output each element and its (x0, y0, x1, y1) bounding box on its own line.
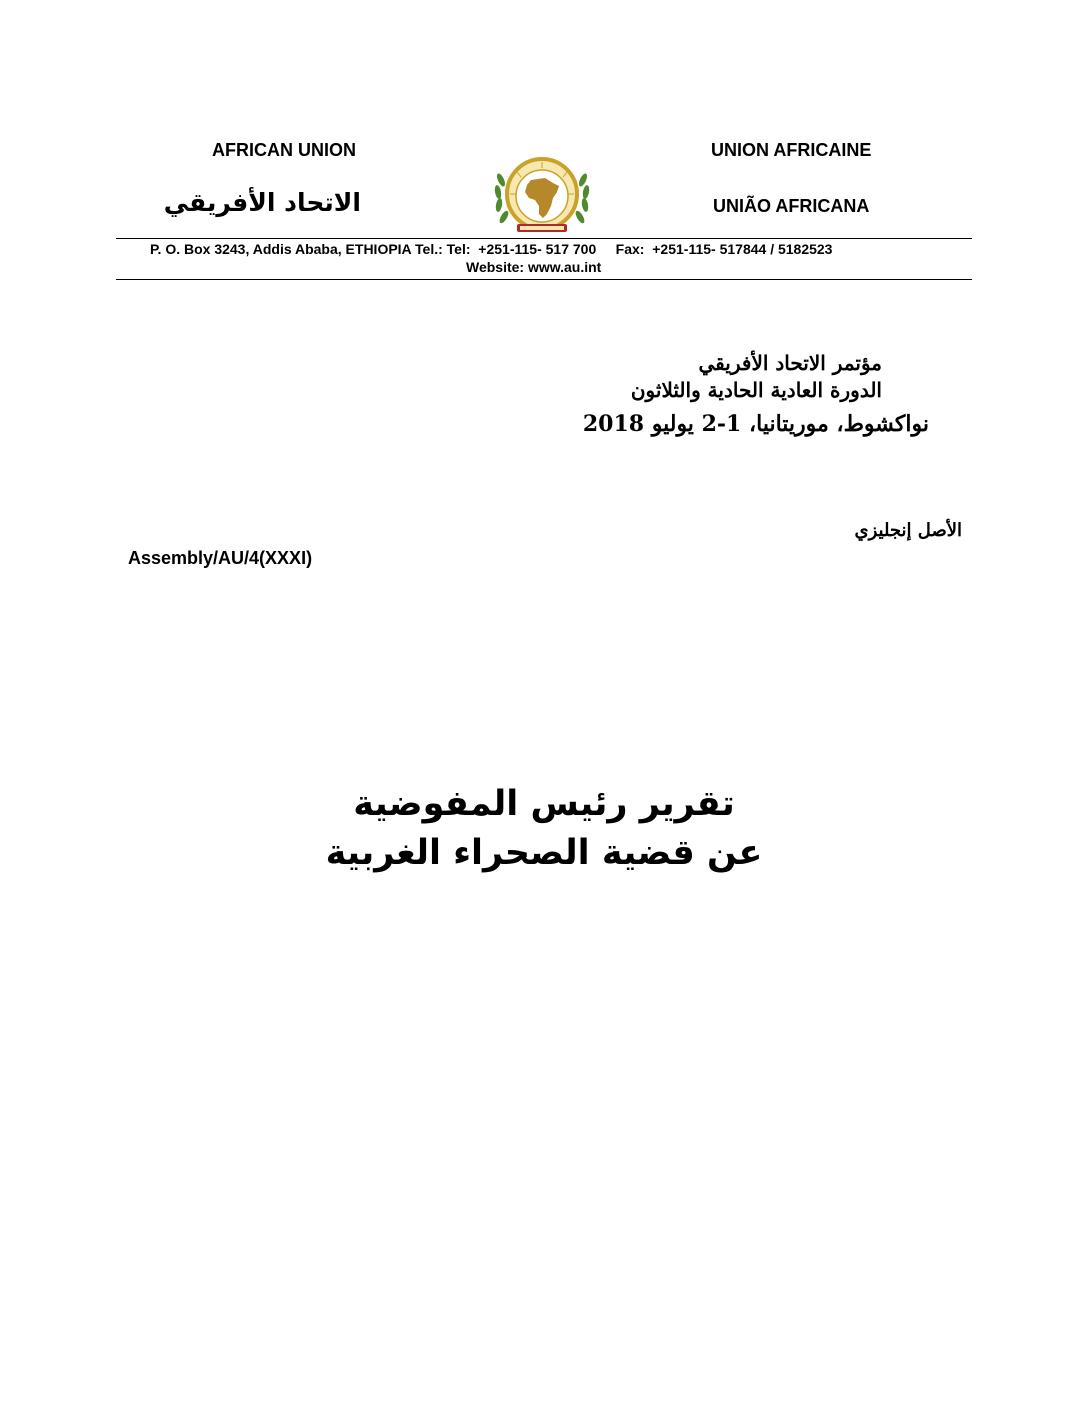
contact-line: P. O. Box 3243, Addis Ababa, ETHIOPIA Tel.: Tel: +251-115- 517 700 Fax: +251-115- 517844 / 5182523 (150, 241, 833, 257)
emblem-graphic (487, 150, 597, 242)
meeting-place-date: نواكشوط، موريتانيا، 1-2 يوليو 2018 (582, 411, 929, 437)
org-name-arabic: الاتحاد الأفريقي (163, 188, 361, 217)
meeting-session: الدورة العادية الحادية والثلاثون (630, 378, 882, 402)
document-reference: Assembly/AU/4(XXXI) (128, 548, 313, 568)
report-title-line2: عن قضية الصحراء الغربية (325, 833, 763, 873)
header-bottom-rule (116, 279, 972, 280)
african-union-emblem-icon (487, 150, 597, 242)
header-top-rule (116, 238, 972, 239)
org-name-english: AFRICAN UNION (212, 140, 356, 160)
original-language-label: الأصل إنجليزي (854, 520, 962, 541)
meeting-title: مؤتمر الاتحاد الأفريقي (698, 351, 882, 375)
org-name-french: UNION AFRICAINE (711, 140, 872, 160)
report-title-line1: تقرير رئيس المفوضية (353, 784, 735, 824)
org-name-portuguese: UNIÃO AFRICANA (713, 196, 870, 216)
website-line: Website: www.au.int (466, 259, 602, 275)
